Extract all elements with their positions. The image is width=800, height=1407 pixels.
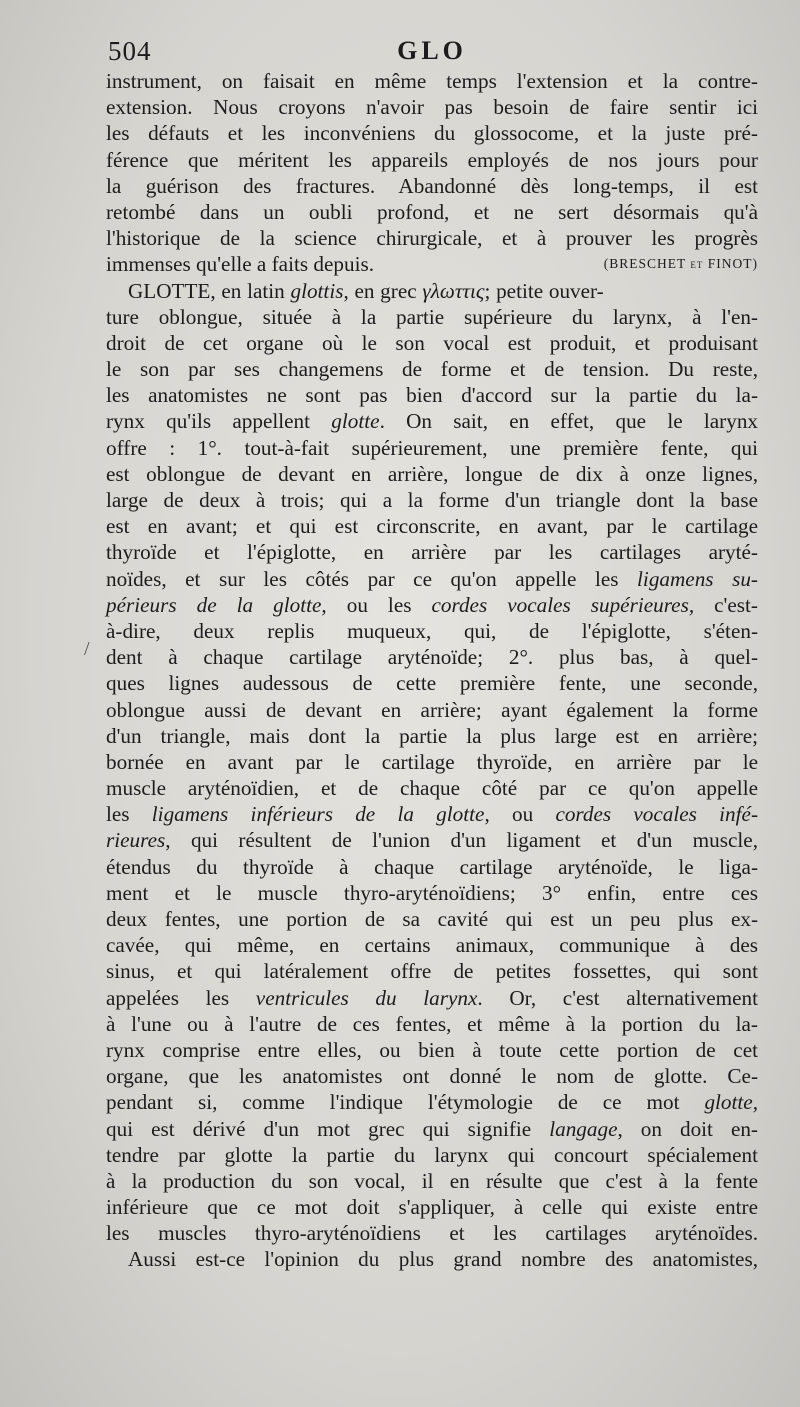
text-line (106, 1246, 758, 1272)
text-line-content: large de deux à trois; qui a la forme d'un triangle dont la base (106, 488, 758, 512)
text-line-content: les ligamens inférieurs de la glotte, ou cordes vocales infé- (106, 802, 758, 827)
text-line (106, 408, 758, 434)
text-line-content: ques lignes audessous de cette première fente, une seconde, (106, 671, 758, 696)
text-line (106, 1037, 758, 1063)
text-line (106, 932, 758, 958)
text-line (106, 251, 758, 277)
text-line (106, 225, 758, 251)
text-line-content: les anatomistes ne sont pas bien d'accord sur la partie du la- (106, 383, 758, 408)
text-line (106, 592, 758, 618)
text-line-content: droit de cet organe où le son vocal est produit, et produisant (106, 330, 758, 355)
text-line (106, 1116, 758, 1142)
text-line-content: cavée, qui même, en certains animaux, communique à des (106, 933, 758, 958)
text-line (106, 644, 758, 670)
text-line-content: noïdes, et sur les côtés par ce qu'on appelle les ligamens su- (106, 566, 758, 591)
text-line-content: est oblongue de devant en arrière, longue de dix à onze lignes, (106, 461, 758, 486)
text-line-content: extension. Nous croyons n'avoir pas besoin de faire sentir ici (106, 95, 758, 120)
text-line-content: immenses qu'elle a faits depuis. (106, 252, 375, 277)
text-line (106, 827, 758, 853)
text-line (106, 539, 758, 565)
text-line-content: qui est dérivé d'un mot grec qui signifie langage, on doit en- (106, 1116, 758, 1141)
text-line-content: tendre par glotte la partie du larynx qui concourt spécialement (106, 1142, 758, 1167)
text-line-content: GLOTTE, en latin glottis, en grec γλωττις; petite ouver- (128, 278, 604, 303)
text-line (106, 382, 758, 408)
text-line-content: thyroïde et l'épiglotte, en arrière par les cartilages aryté- (106, 540, 758, 565)
text-line-content: offre : 1°. tout-à-fait supérieurement, une première fente, qui (106, 435, 758, 460)
text-line-content: les défauts et les inconvéniens du glossocome, et la juste pré- (106, 121, 758, 146)
text-line (106, 147, 758, 173)
text-line-content: à la production du son vocal, il en résulte que c'est à la fente (106, 1168, 758, 1193)
text-line (106, 120, 758, 146)
text-line (106, 173, 758, 199)
text-line (106, 1063, 758, 1089)
page-number: 504 (108, 36, 152, 66)
text-line (106, 697, 758, 723)
text-line-content: oblongue aussi de devant en arrière; ayant également la forme (106, 697, 758, 722)
margin-mark: / (84, 638, 90, 660)
text-line (106, 1220, 758, 1246)
text-line (106, 304, 758, 330)
text-line (106, 566, 758, 592)
text-line-content: les muscles thyro-aryténoïdiens et les cartilages aryténoïdes. (106, 1221, 758, 1246)
text-line-content: organe, que les anatomistes ont donné le nom de glotte. Ce- (106, 1064, 758, 1089)
text-line (106, 958, 758, 984)
text-line (106, 618, 758, 644)
text-line (106, 1194, 758, 1220)
text-line-content: périeurs de la glotte, ou les cordes vocales supérieures, c'est- (106, 592, 758, 617)
text-line (106, 461, 758, 487)
text-line (106, 854, 758, 880)
text-line-content: sinus, et qui latéralement offre de petites fossettes, qui sont (106, 959, 758, 984)
text-line-content: la guérison des fractures. Abandonné dès long-temps, il est (106, 173, 758, 198)
text-line-content: retombé dans un oubli profond, et ne sert désormais qu'à (106, 199, 758, 224)
text-line-content: à-dire, deux replis muqueux, qui, de l'épiglotte, s'éten- (106, 618, 758, 643)
text-line (106, 670, 758, 696)
text-line-content: est en avant; et qui est circonscrite, en avant, par le cartilage (106, 514, 758, 539)
text-line (106, 985, 758, 1011)
text-line-content: appelées les ventricules du larynx. Or, c'est alternativement (106, 985, 758, 1010)
text-line (106, 723, 758, 749)
text-line-content: rynx qu'ils appellent glotte. On sait, en effet, que le larynx (106, 409, 759, 434)
text-line-content: rieures, qui résultent de l'union d'un ligament et d'un muscle, (106, 828, 758, 853)
text-line-content: à l'une ou à l'autre de ces fentes, et même à la portion du la- (106, 1011, 758, 1036)
page-header (108, 36, 756, 68)
text-line-content: deux fentes, une portion de sa cavité qui est un peu plus ex- (106, 907, 758, 931)
text-line-content: ture oblongue, située à la partie supérieure du larynx, à l'en- (106, 304, 758, 329)
text-line (106, 880, 758, 906)
text-line (106, 775, 758, 801)
text-line-content: d'un triangle, mais dont la partie la plus large est en arrière; (106, 723, 758, 748)
text-line-content: bornée en avant par le cartilage thyroïde, en arrière par le (106, 749, 758, 774)
text-line (106, 356, 758, 382)
text-line-content: pendant si, comme l'indique l'étymologie de ce mot glotte, (106, 1090, 758, 1115)
text-line-content: dent à chaque cartilage aryténoïde; 2°. plus bas, à quel- (106, 645, 758, 670)
text-line (106, 330, 758, 356)
text-line (106, 1011, 758, 1037)
text-line-content: rynx comprise entre elles, ou bien à toute cette portion de cet (106, 1037, 758, 1062)
text-line (106, 94, 758, 120)
text-line-content: l'historique de la science chirurgicale, et à prouver les progrès (106, 226, 758, 251)
text-line-content: muscle aryténoïdien, et de chaque côté par ce qu'on appelle (106, 776, 758, 801)
text-line (106, 199, 758, 225)
author-signature: (BRESCHET et FINOT) (603, 256, 758, 272)
text-line (106, 1089, 758, 1115)
text-line (106, 278, 758, 304)
text-line-content: Aussi est-ce l'opinion du plus grand nombre des anatomistes, (128, 1247, 758, 1272)
text-line (106, 749, 758, 775)
text-line-content: inférieure que ce mot doit s'appliquer, à celle qui existe entre (106, 1195, 758, 1220)
running-head: GLO (397, 36, 467, 65)
text-line (106, 435, 758, 461)
text-line (106, 1168, 758, 1194)
text-line-content: étendus du thyroïde à chaque cartilage aryténoïde, le liga- (106, 854, 758, 879)
text-line (106, 1142, 758, 1168)
body-text (106, 68, 758, 1273)
text-line (106, 801, 758, 827)
text-line-content: le son par ses changemens de forme et de tension. Du reste, (106, 357, 758, 382)
text-line (106, 68, 758, 94)
text-line-content: ment et le muscle thyro-aryténoïdiens; 3° enfin, entre ces (106, 880, 758, 905)
text-line-content: instrument, on faisait en même temps l'extension et la contre- (106, 69, 758, 93)
text-line (106, 487, 758, 513)
text-line (106, 906, 758, 932)
text-line (106, 513, 758, 539)
text-line-content: férence que méritent les appareils employés de nos jours pour (106, 147, 758, 172)
